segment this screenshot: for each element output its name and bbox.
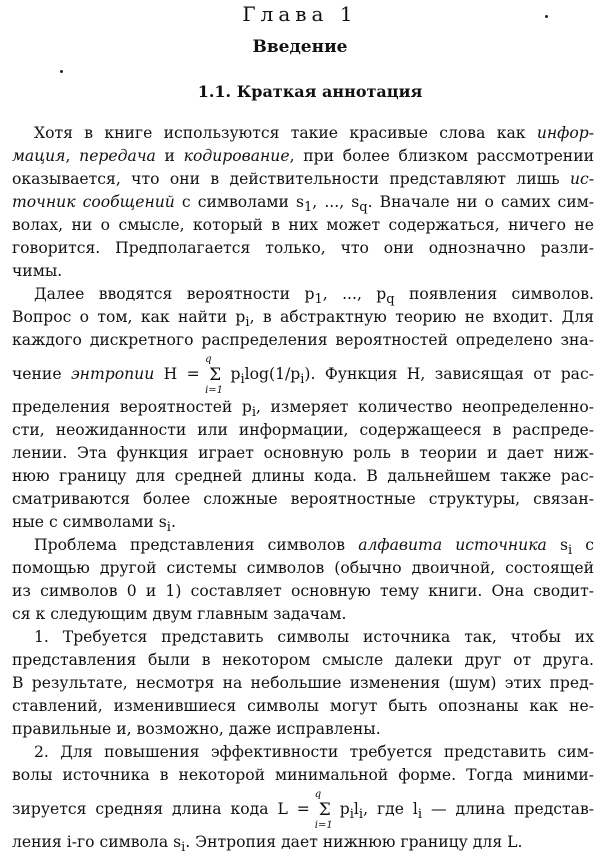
formula-line-entropy: чение энтропии H = q Σ i=1 $p_i\log(1/p_i)$. Функция H, зависящая от рас- [12,353,594,396]
paragraph-line: оказывается, что они в действительности представляют лишь ис- [12,170,594,188]
paragraph-line: сматриваются более сложные вероятностные структуры, связан- [12,490,594,508]
paragraph-line: ся к следующим двум главным задачам. [12,605,347,623]
paragraph-line: 1. Требуется представить символы источника так, чтобы их [34,628,594,646]
paragraph-line: ления i-го символа $s_i$. Энтропия дает нижнюю границу для L. [12,833,523,854]
paragraph-line: чимы. [12,262,63,280]
paragraph-line: помощью другой системы символов (обычно двоичной, состоящей [12,559,594,577]
chapter-title: Глава 1 [242,2,358,26]
paragraph-line: нюю границу для средней длины кода. В дальнейшем также рас- [12,467,594,485]
formula-line-code-length: зируется средняя длина кода L = q Σ i=1 $p_il_i$, где $l_i$ — длина представ- [12,788,594,831]
paragraph-line: волах, ни о смысле, который в них может содержаться, ничего не [12,216,594,234]
paragraph-line: пределения вероятностей $p_i$, измеряет количество неопределенно- [12,398,594,419]
sum-symbol: q Σ i=1 [205,353,224,396]
paragraph-line: сти, неожиданности или информации, содержащееся в распреде- [12,421,594,439]
paragraph-line: В результате, несмотря на небольшие изменения (шум) этих пред- [12,674,594,692]
paragraph-line: говорится. Предполагается только, что они однозначно разли- [12,239,594,257]
print-speck [60,70,63,73]
paragraph-line: из символов 0 и 1) составляет основную тему книги. Она сводит- [12,582,594,600]
paragraph-line: волы источника в некоторой минимальной форме. Тогда миними- [12,766,594,784]
section-title: 1.1. Краткая аннотация [197,82,423,101]
paragraph-line: Проблема представления символов алфавита источника $s_i$ с [34,536,594,557]
body-text [12,122,594,854]
paragraph-line: правильные и, возможно, даже исправлены. [12,720,381,738]
print-speck [545,15,548,18]
paragraph-line: мация, передача и кодирование, при более близком рассмотрении [12,147,594,165]
paragraph-line: 2. Для повышения эффективности требуется представить сим- [34,743,594,761]
sum-symbol: q Σ i=1 [314,788,333,831]
paragraph-line: точник сообщений с символами $s_1$, ..., $s_q$. Вначале ни о самих сим- [12,193,594,214]
paragraph-line: Хотя в книге используются такие красивые слова как инфор- [34,124,594,142]
paragraph-line: ные с символами $s_i$. [12,513,176,534]
paragraph-line: каждого дискретного распределения вероятностей определено зна- [12,331,594,349]
paragraph-line: Вопрос о том, как найти $p_i$, в абстрактную теорию не входит. Для [12,308,594,329]
introduction-title: Введение [252,37,348,57]
paragraph-line: ставлений, изменившиеся символы могут быть опознаны как не- [12,697,594,715]
paragraph-line: Далее вводятся вероятности $p_1$, ..., $p_q$ появления символов. [34,285,594,306]
paragraph-line: представления были в некотором смысле далеки друг от друга. [12,651,594,669]
paragraph-line: лении. Эта функция играет основную роль в теории и дает ниж- [12,444,594,462]
